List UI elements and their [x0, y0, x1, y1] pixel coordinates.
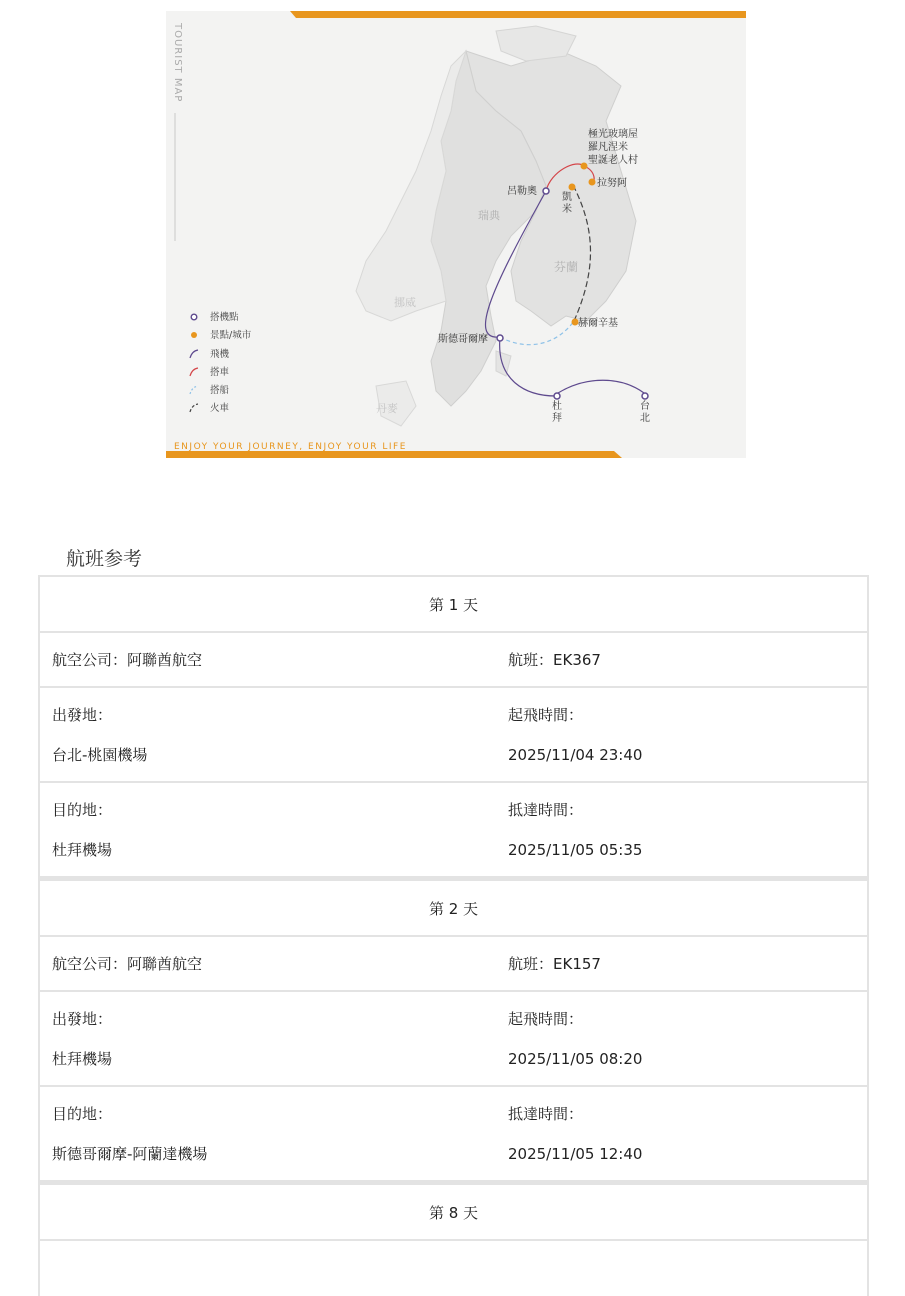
day-header: 第 2 天 [40, 881, 867, 937]
label-dubai-2: 拜 [552, 413, 562, 424]
departure-value: 台北-桃園機場 [52, 745, 148, 764]
day-block [38, 878, 869, 1182]
day-block [38, 575, 869, 878]
map-footer-text: ENJOY YOUR JOURNEY, ENJOY YOUR LIFE [174, 442, 407, 452]
day-header: 第 1 天 [40, 577, 867, 633]
arrival-value: 杜拜機場 [52, 840, 113, 859]
svg-text:搭車: 搭車 [210, 367, 230, 378]
country-label-denmark: 丹麥 [376, 402, 398, 415]
taipei-airport-marker [642, 393, 648, 399]
arrival-time-value: 2025/11/05 12:40 [508, 1144, 643, 1163]
label-kemi-2: 米 [562, 204, 572, 215]
airline-cell: 航空公司：阿聯酋航空 [52, 955, 203, 973]
airline-row [40, 1241, 867, 1296]
arrival-row [40, 1087, 867, 1182]
airline-row [40, 937, 867, 992]
arrival-label: 目的地： [52, 800, 113, 819]
lulea-airport-marker [543, 188, 549, 194]
circle-outline-icon [191, 314, 197, 320]
airline-cell: 航空公司：阿聯酋航空 [52, 651, 203, 669]
kemi-dot [569, 184, 576, 191]
flight-table [38, 575, 869, 1296]
arrival-time-value: 2025/11/05 05:35 [508, 840, 643, 859]
label-stockholm: 斯德哥爾摩 [438, 334, 488, 345]
label-ranua: 拉努阿 [597, 178, 627, 189]
label-taipei-1: 台 [640, 401, 650, 412]
svg-text:搭機點: 搭機點 [210, 312, 239, 323]
label-kemi-1: 凱 [562, 192, 572, 203]
departure-time-cell [496, 992, 867, 1085]
arrival-row [40, 783, 867, 878]
tourist-map [166, 11, 746, 458]
bottom-accent-bar [166, 451, 622, 458]
rovaniemi-dot [581, 163, 588, 170]
arrival-time-label: 抵達時間： [508, 1104, 584, 1123]
departure-time-cell [496, 688, 867, 781]
arrival-value: 斯德哥爾摩-阿蘭達機場 [52, 1144, 208, 1163]
map-side-label: TOURIST MAP [172, 23, 183, 103]
flight-number-cell: 航班：EK367 [508, 651, 601, 669]
label-taipei-2: 北 [640, 413, 650, 424]
departure-time-label: 起飛時間： [508, 705, 584, 724]
stockholm-airport-marker [497, 335, 503, 341]
arrival-cell [40, 783, 496, 876]
arrival-cell [40, 1087, 496, 1180]
dubai-airport-marker [554, 393, 560, 399]
country-label-sweden: 瑞典 [478, 209, 500, 222]
departure-value: 杜拜機場 [52, 1049, 113, 1068]
arrival-time-cell [496, 783, 867, 876]
departure-cell [40, 688, 496, 781]
departure-row [40, 992, 867, 1087]
day-header: 第 8 天 [40, 1185, 867, 1241]
airline-row [40, 633, 867, 688]
label-santa: 聖誕老人村 [588, 155, 638, 166]
departure-time-value: 2025/11/04 23:40 [508, 745, 643, 764]
svg-text:景點/城市: 景點/城市 [210, 330, 252, 341]
departure-time-label: 起飛時間： [508, 1009, 584, 1028]
arrival-time-cell [496, 1087, 867, 1180]
flight-number-cell: 航班：EK157 [508, 955, 601, 973]
svg-text:搭船: 搭船 [210, 385, 230, 396]
label-rovaniemi: 羅凡涅米 [588, 142, 628, 153]
departure-label: 出發地： [52, 1009, 113, 1028]
country-label-finland: 芬蘭 [554, 260, 579, 274]
label-lulea: 呂勒奧 [507, 186, 537, 197]
svg-text:火車: 火車 [210, 403, 230, 414]
flights-section-title: 航班参考 [66, 548, 143, 570]
arrival-time-label: 抵達時間： [508, 800, 584, 819]
departure-cell [40, 992, 496, 1085]
country-label-norway: 挪威 [394, 296, 416, 309]
departure-time-value: 2025/11/05 08:20 [508, 1049, 643, 1068]
ranua-dot [589, 179, 596, 186]
svg-text:飛機: 飛機 [210, 349, 230, 360]
label-helsinki: 赫爾辛基 [578, 318, 618, 329]
day-block [38, 1182, 869, 1296]
top-accent-bar [290, 11, 746, 18]
arrival-label: 目的地： [52, 1104, 113, 1123]
dot-icon [191, 332, 197, 338]
label-aurora: 極光玻璃屋 [588, 129, 638, 140]
label-dubai-1: 杜 [552, 401, 562, 412]
departure-label: 出發地： [52, 705, 113, 724]
departure-row [40, 688, 867, 783]
